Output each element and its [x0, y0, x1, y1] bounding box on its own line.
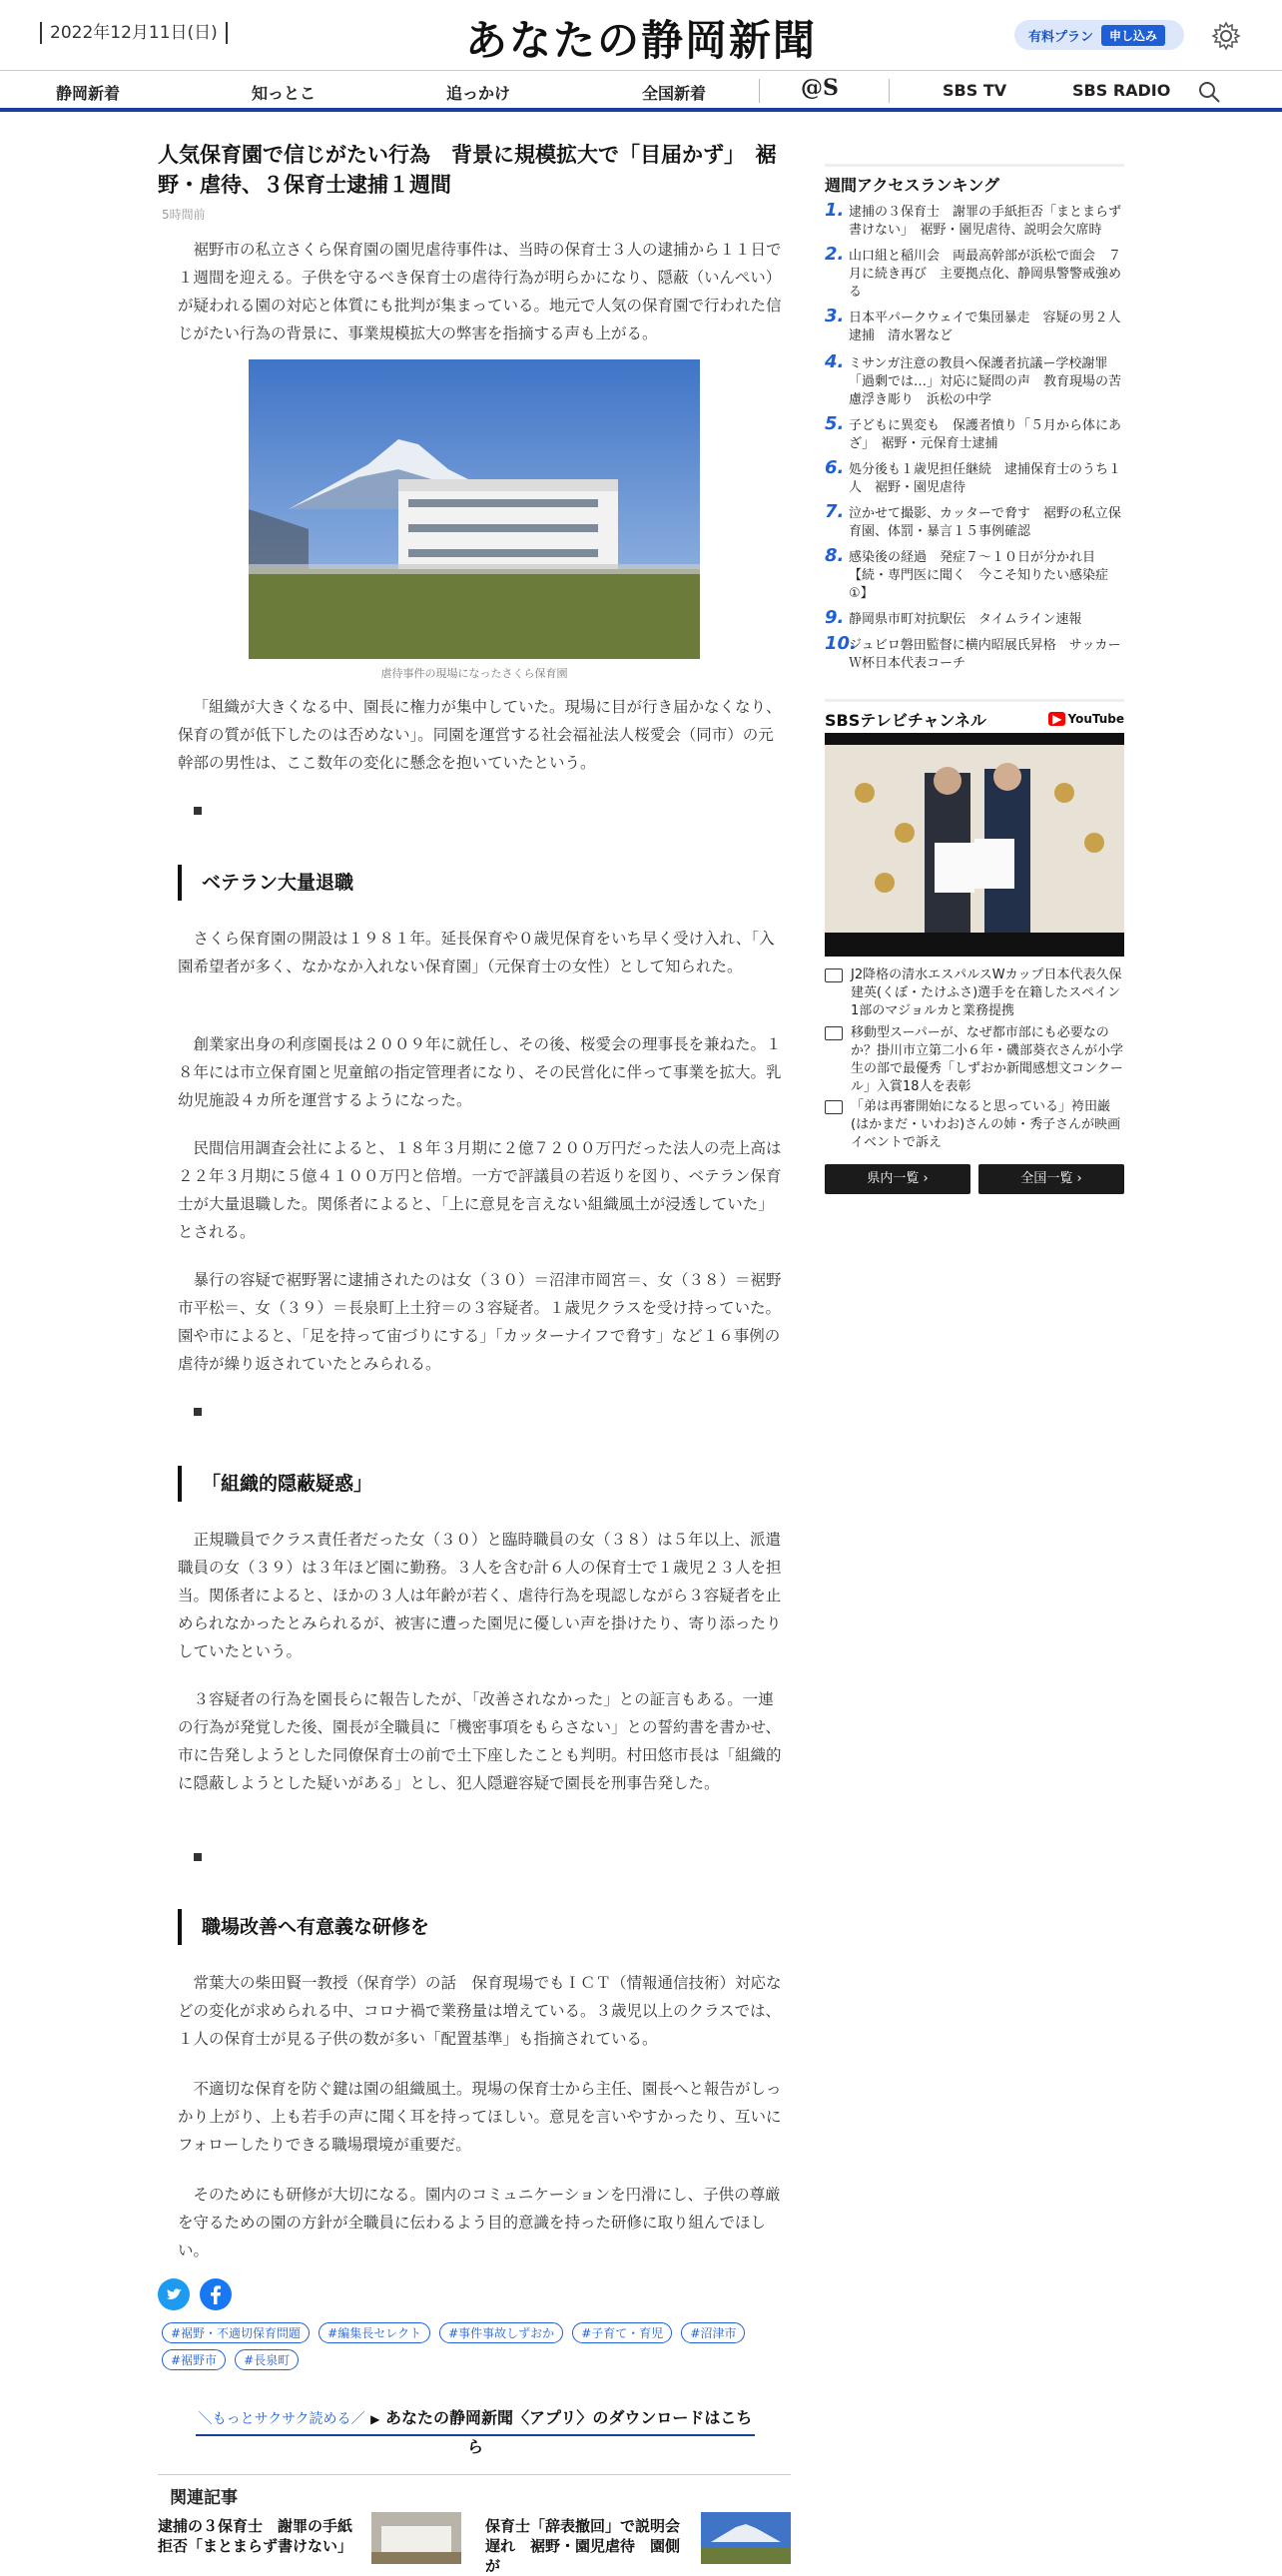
- related-article-link[interactable]: 保育士「辞表撤回」で説明会遅れ 裾野・園児虐待 園側が: [485, 2517, 681, 2575]
- video-icon: [825, 1026, 843, 1040]
- nav-shizuoka-new[interactable]: 静岡新着: [56, 84, 121, 103]
- paid-plan-label: 有料プラン: [1028, 29, 1094, 45]
- tag-link[interactable]: #沼津市: [681, 2322, 745, 2343]
- play-icon: ▶: [370, 2412, 380, 2426]
- article-time: 5時間前: [162, 208, 206, 222]
- nav-shittoko[interactable]: 知っとこ: [252, 84, 317, 103]
- section-bullet: [194, 807, 202, 815]
- ranking-item[interactable]: 4. ミサンガ注意の教員へ保護者抗議ー学校謝罪「過剰では…」対応に疑問の声 教育現場の苦慮浮き彫り 浜松の中学: [825, 351, 1122, 407]
- chevron-right-icon: ›: [1076, 1171, 1082, 1186]
- video-list-item[interactable]: 移動型スーパーが、なぜ都市部にも必要なのか？掛川市立第二小６年・磯部葵衣さんが小学生の部で最優秀「しずおか新聞感想文コンクール」入賞18人を表彰: [825, 1024, 1124, 1096]
- app-more-text: ＼もっとサクサク読める／: [198, 2411, 365, 2427]
- video-list-item[interactable]: J2降格の清水エスパルスWカップ日本代表久保建英(くぼ・たけふさ)選手を在籍したスペイン1部のマジョルカと業務提携: [825, 966, 1124, 1020]
- nav-okkake[interactable]: 追っかけ: [446, 84, 511, 103]
- related-thumbnail[interactable]: [371, 2512, 461, 2564]
- tag-link[interactable]: #事件事故しずおか: [439, 2322, 563, 2343]
- nav-national-new[interactable]: 全国新着: [642, 84, 707, 103]
- article-photo: [249, 359, 700, 659]
- article-paragraph: 常葉大の柴田賢一教授（保育学）の話 保育現場でもＩＣＴ（情報通信技術）対応などの変化が求められる中、コロナ禍で業務量は増えている。３歳児以上のクラスでは、１人の保育士が見る子供の数が多い「配置基準」も指摘されている。: [178, 1974, 782, 2048]
- ranking-item[interactable]: 9. 静岡県市町対抗駅伝 タイムライン速報: [825, 607, 1082, 628]
- gear-icon[interactable]: [1210, 20, 1242, 52]
- nav-sbs-radio[interactable]: SBS RADIO: [1072, 81, 1171, 100]
- section-heading: ベテラン大量退職: [178, 865, 353, 901]
- facebook-icon[interactable]: [200, 2278, 232, 2310]
- nav-sbs-tv[interactable]: SBS TV: [943, 81, 1007, 100]
- article-paragraph: 不適切な保育を防ぐ鍵は園の組織風土。現場の保育士から主任、園長へと報告がしっかり上がり、上も若手の声に聞く耳を持ってほしい。意見を言いやすかったり、互いにフォローしたりできる職場環境が重要だ。: [178, 2080, 782, 2154]
- article-title: 人気保育園で信じがたい行為 背景に規模拡大で「目届かず」 裾野・虐待、３保育士逮捕１週間: [158, 143, 777, 197]
- nav-divider: [759, 79, 760, 103]
- video-list-item[interactable]: 「弟は再審開始になると思っている」袴田巌(はかまだ・いわお)さんの姉・秀子さんが映画イベントで訴え: [825, 1098, 1124, 1152]
- national-list-button[interactable]: 全国一覧 ›: [978, 1164, 1124, 1194]
- article-paragraph: そのためにも研修が大切になる。園内のコミュニケーションを円滑にし、子供の尊厳を守るための園の方針が全職員に伝わるよう目的意識を持った研修に取り組んでほしい。: [178, 2186, 781, 2259]
- ranking-heading: 週間アクセスランキング: [825, 164, 1124, 196]
- youtube-icon[interactable]: ▶ YouTube: [1048, 712, 1124, 726]
- site-logo[interactable]: あなたの静岡新聞: [464, 16, 817, 65]
- ranking-item[interactable]: 10. ジュビロ磐田監督に横内昭展氏昇格 サッカーＷ杯日本代表コーチ: [825, 633, 1121, 671]
- article-paragraph: ３容疑者の行為を園長らに報告したが、「改善されなかった」との証言もある。一連の行為が発覚した後、園長が全職員に「機密事項をもらさない」との誓約書を書かせ、市に告発しようとした同僚保育士の前で土下座したことも判明。村田悠市長は「組織的に隠蔽しようとした疑いがある」とし、犯人隠避容疑で園長を刑事告発した。: [178, 1690, 782, 1792]
- video-icon: [825, 968, 843, 982]
- tag-link[interactable]: #編集長セレクト: [319, 2322, 430, 2343]
- related-article-link[interactable]: 逮捕の３保育士 謝罪の手紙拒否「まとまらず書けない」: [158, 2517, 353, 2555]
- article-paragraph: 「組織が大きくなる中、園長に権力が集中していた。現場に目が行き届かなくなり、保育の質が低下したのは否めない」。同園を運営する社会福祉法人桜愛会（同市）の元幹部の男性は、ここ数年の変化に懸念を抱いていたという。: [178, 698, 782, 772]
- paid-plan-button[interactable]: [1014, 20, 1184, 50]
- section-heading: 「組織的隠蔽疑惑」: [178, 1466, 372, 1502]
- article-paragraph: さくら保育園の開設は１９８１年。延長保育や０歳児保育をいち早く受け入れ、「入園希望者が多く、なかなか入れない保育園」（元保育士の女性）として知られた。: [178, 930, 775, 975]
- ranking-item[interactable]: 1. 逮捕の３保育士 謝罪の手紙拒否「まとまらず書けない」 裾野・園児虐待、説明会欠席時: [825, 200, 1122, 238]
- section-heading: 職場改善へ有意義な研修を: [178, 1909, 429, 1945]
- video-thumbnail[interactable]: [825, 733, 1124, 957]
- nav-at-s[interactable]: @S: [801, 75, 839, 101]
- tag-list: [162, 2322, 781, 2376]
- article-paragraph: 正規職員でクラス責任者だった女（３０）と臨時職員の女（３８）は５年以上、派遣職員の女（３９）は３年ほど園に勤務。３人を含む計６人の保育士で１歳児２３人を担当。関係者によると、ほかの３人は年齢が若く、虐待行為を現認しながら３容疑者を止められなかったとみられるが、被害に遭った園児に優しい声を掛けたり、寄り添ったりしていたという。: [178, 1531, 782, 1660]
- main-nav: [0, 70, 1282, 112]
- ranking-item[interactable]: 3. 日本平パークウェイで集団暴走 容疑の男２人逮捕 清水署など: [825, 306, 1121, 343]
- local-list-button[interactable]: 県内一覧 ›: [825, 1164, 970, 1194]
- article-paragraph: 暴行の容疑で裾野署に逮捕されたのは女（３０）＝沼津市岡宮＝、女（３８）＝裾野市平松＝、女（３９）＝長泉町上土狩＝の３容疑者。１歳児クラスを受け持っていた。園や市によると、「足を持って宙づりにする」「カッターナイフで脅す」など１６事例の虐待が繰り返されていたとみられる。: [178, 1271, 782, 1373]
- article: [158, 140, 777, 223]
- app-link-text: あなたの静岡新聞〈アプリ〉のダウンロードはこちら: [384, 2408, 753, 2456]
- ranking-item[interactable]: 8. 感染後の経過 発症７～１０日が分かれ目【続・専門医に聞く 今こそ知りたい感染症①】: [825, 545, 1109, 601]
- related-thumbnail[interactable]: [701, 2512, 791, 2564]
- tv-channel-heading: SBSテレビチャンネル ▶ YouTube: [825, 699, 1124, 731]
- tag-link[interactable]: #長泉町: [235, 2349, 299, 2370]
- current-date: 2022年12月11日(日): [40, 22, 228, 44]
- tag-link[interactable]: #子育て・育児: [572, 2322, 672, 2343]
- apply-label: 申し込み: [1101, 25, 1165, 46]
- article-paragraph: 創業家出身の利彦園長は２００９年に就任し、その後、桜愛会の理事長を兼ねた。１８年には市立保育園と児童館の指定管理者になり、その民営化に伴って事業を拡大。乳幼児施設４カ所を運営するようになった。: [178, 1035, 782, 1109]
- ranking-item[interactable]: 5. 子どもに異変も 保護者憤り「５月から体にあざ」 裾野・元保育士逮捕: [825, 413, 1122, 451]
- article-paragraph: 裾野市の私立さくら保育園の園児虐待事件は、当時の保育士３人の逮捕から１１日で１週間を迎える。子供を守るべき保育士の虐待行為が明らかになり、隠蔽（いんぺい）が疑われる園の対応と体質にも批判が集まっている。地元で人気の保育園で行われた信じがたい行為の背景に、事業規模拡大の弊害を指摘する声も上がる。: [178, 241, 782, 342]
- twitter-icon[interactable]: [158, 2278, 190, 2310]
- ranking-item[interactable]: 7. 泣かせて撮影、カッターで脅す 裾野の私立保育園、体罰・暴言１５事例確認: [825, 501, 1121, 539]
- related-heading: 関連記事: [158, 2474, 791, 2508]
- section-bullet: [194, 1408, 202, 1416]
- tag-link[interactable]: #裾野・不適切保育問題: [162, 2322, 310, 2343]
- chevron-right-icon: ›: [923, 1171, 929, 1186]
- site-header: [0, 0, 1282, 70]
- photo-caption: 虐待事件の現場になったさくら保育園: [380, 667, 568, 680]
- search-icon[interactable]: [1196, 79, 1222, 105]
- ranking-item[interactable]: 6. 処分後も１歳児担任継続 逮捕保育士のうち１人 裾野・園児虐待: [825, 457, 1122, 495]
- video-icon: [825, 1100, 843, 1114]
- section-bullet: [194, 1853, 202, 1861]
- article-paragraph: 民間信用調査会社によると、１８年３月期に２億７２００万円だった法人の売上高は２２年３月期に５億４１００万円と倍増。一方で評議員の若返りを図り、ベテラン保育士が大量退職した。関係者によると、「上に意見を言えない組織風土が浸透していた」とされる。: [178, 1139, 782, 1241]
- app-download-link[interactable]: [196, 2404, 755, 2456]
- ranking-item[interactable]: 2. 山口組と稲川会 両最高幹部が浜松で面会 ７月に続き再び 主要拠点化、静岡県警警戒強める: [825, 244, 1122, 300]
- tag-link[interactable]: #裾野市: [162, 2349, 226, 2370]
- nav-divider: [889, 79, 890, 103]
